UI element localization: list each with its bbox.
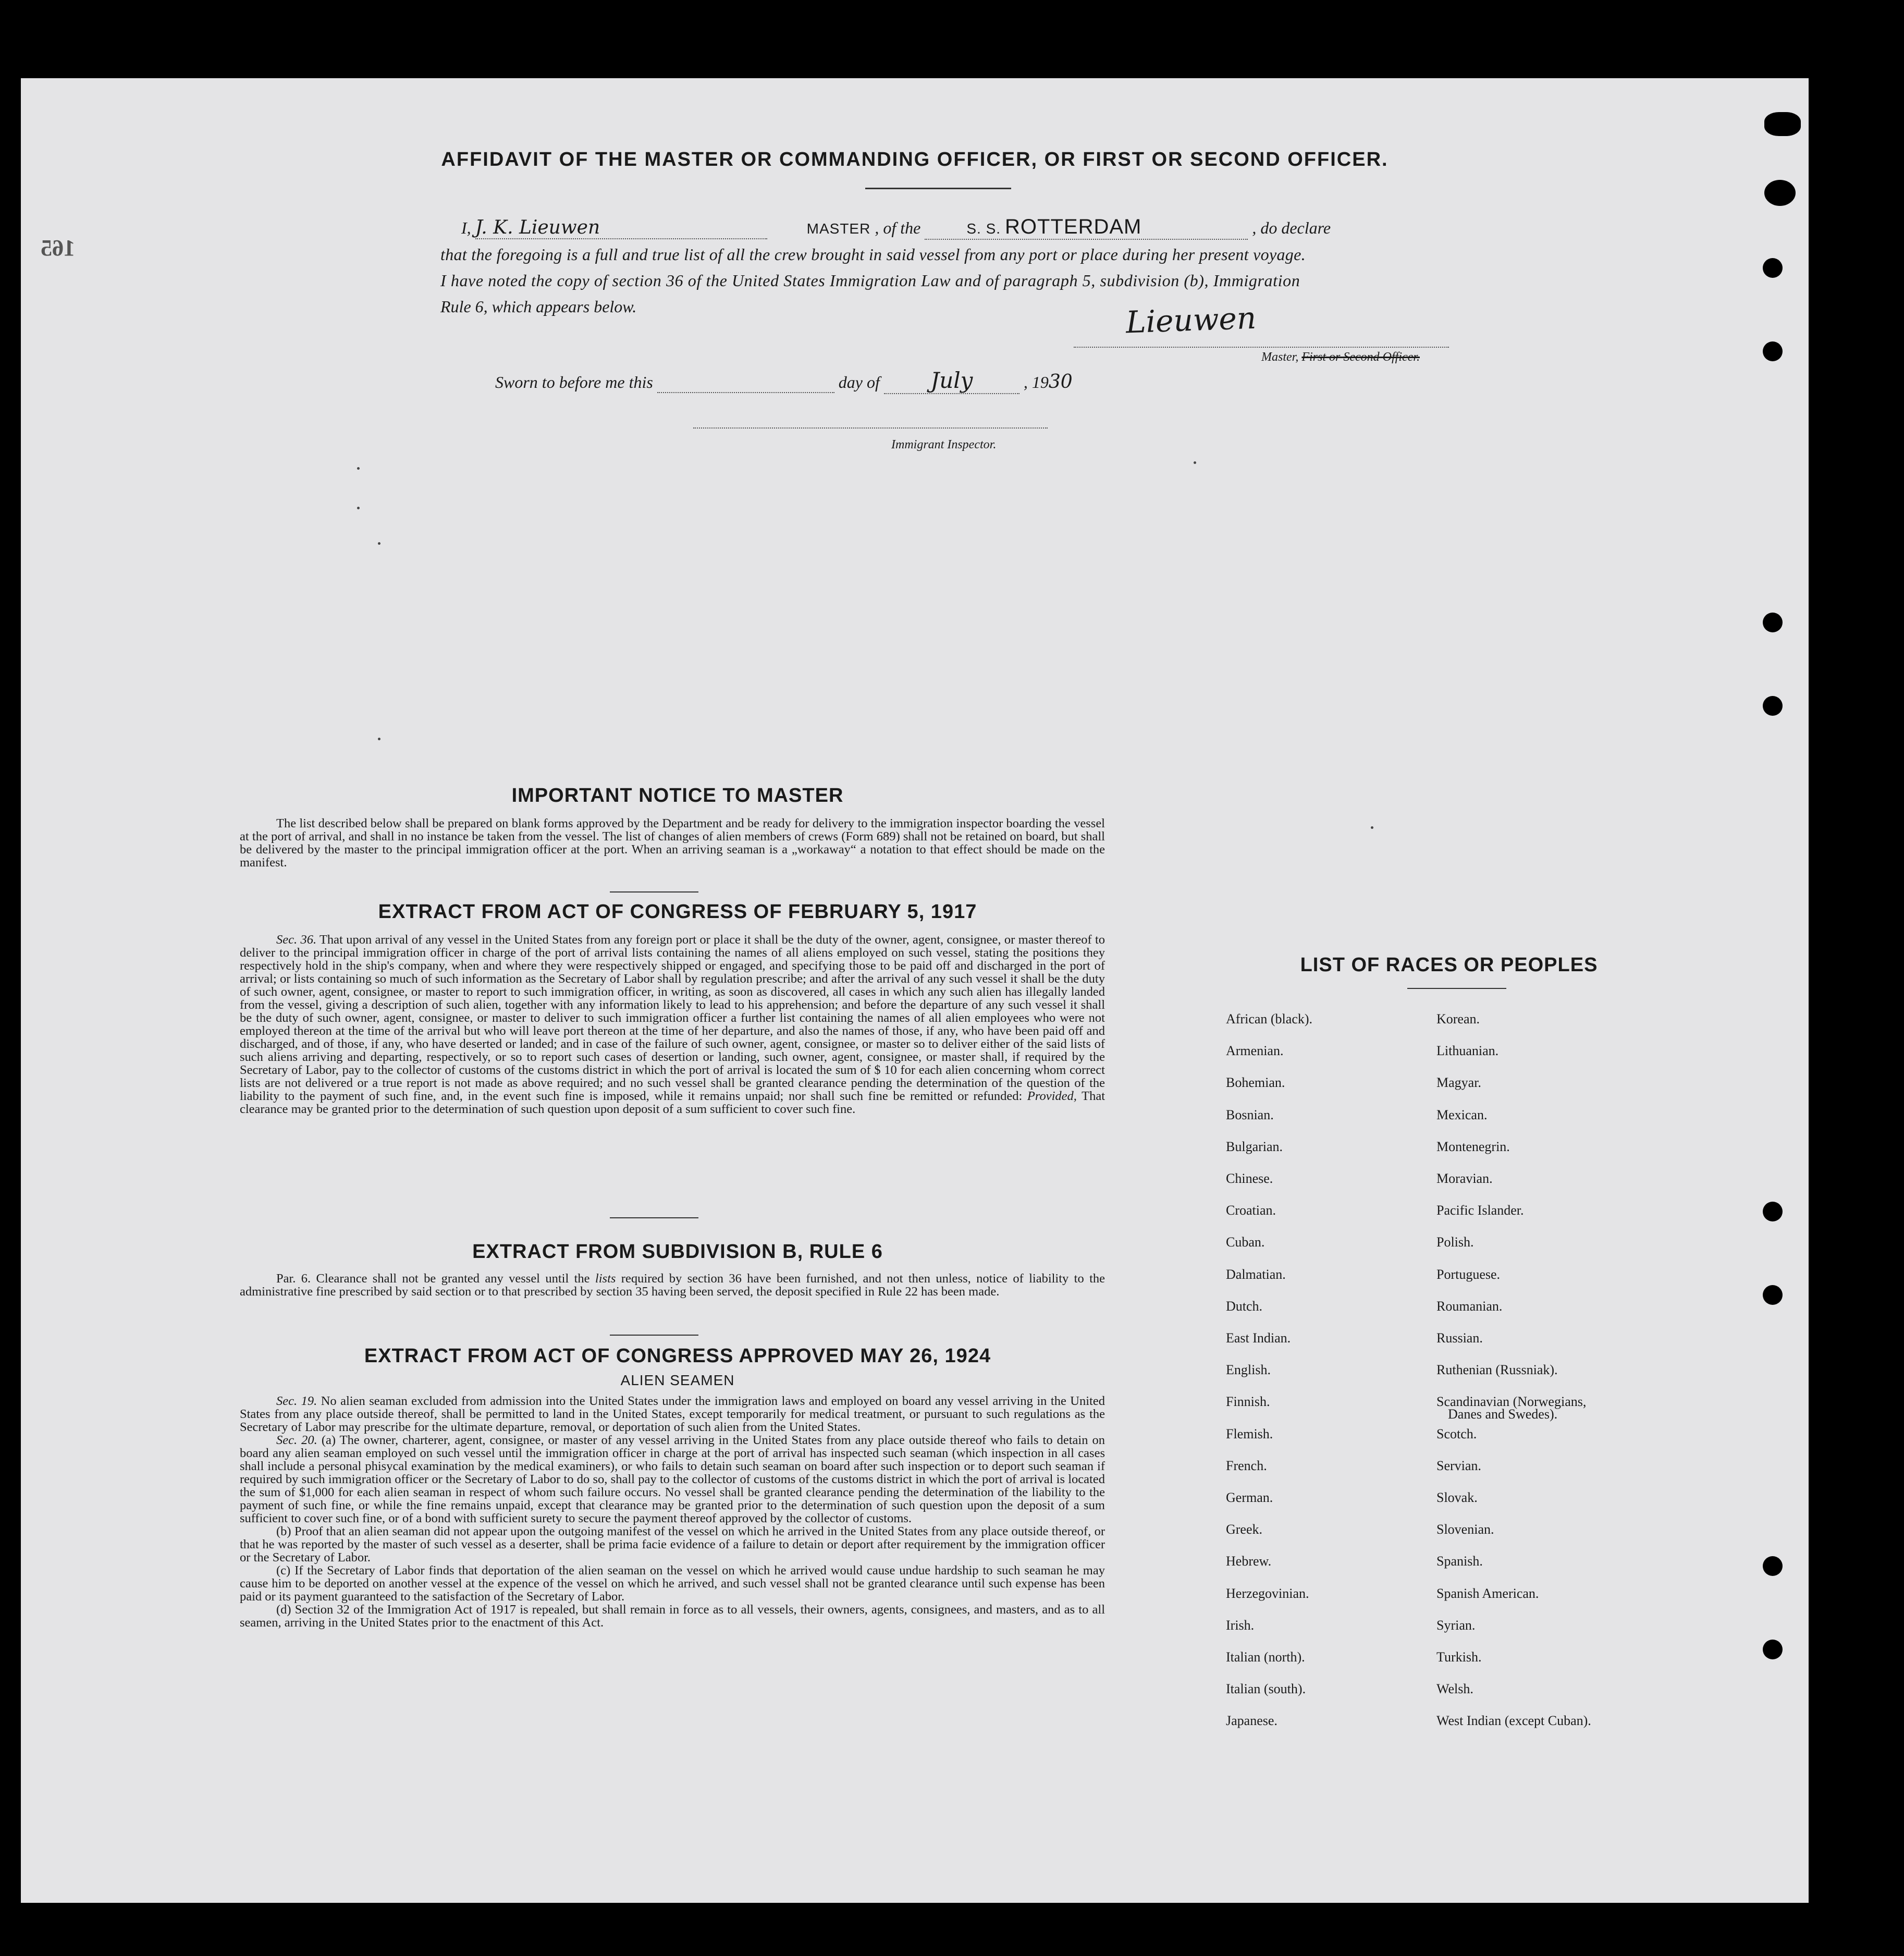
- race-item: Hebrew.: [1226, 1554, 1272, 1569]
- race-item: West Indian (except Cuban).: [1436, 1713, 1591, 1729]
- punch-hole: [1763, 613, 1783, 632]
- race-item: Servian.: [1436, 1458, 1481, 1473]
- race-item: Portuguese.: [1436, 1266, 1501, 1282]
- declarant-name: J. K. Lieuwen: [475, 217, 767, 239]
- declaration-line-3: I have noted the copy of section 36 of the United States Immigration Law and of paragraph 5, subdivision (b), Immigration: [440, 271, 1300, 290]
- margin-number: 165: [41, 235, 75, 261]
- sec-20-label: Sec. 20.: [276, 1433, 317, 1447]
- rule-6-lists: lists: [595, 1272, 616, 1286]
- document-sheet: [21, 78, 1809, 1903]
- race-item: Bosnian.: [1226, 1107, 1274, 1122]
- signature-line: [1074, 347, 1449, 348]
- act-1924-subtitle: ALIEN SEAMEN: [620, 1372, 735, 1388]
- act-1917-title: EXTRACT FROM ACT OF CONGRESS OF FEBRUARY 5, 1917: [378, 901, 977, 923]
- race-item: French.: [1226, 1458, 1267, 1473]
- race-item: Japanese.: [1226, 1713, 1277, 1729]
- stray-mark: [378, 542, 380, 545]
- race-item: Syrian.: [1436, 1617, 1476, 1633]
- race-item: Spanish American.: [1436, 1585, 1539, 1601]
- race-item: Turkish.: [1436, 1649, 1482, 1665]
- master-signature: Lieuwen: [1125, 300, 1257, 340]
- race-item: Italian (north).: [1226, 1649, 1305, 1665]
- ship-field: [925, 215, 1248, 240]
- day-of-text: day of: [838, 373, 880, 392]
- punch-hole: [1764, 180, 1796, 206]
- race-item: Croatian.: [1226, 1203, 1276, 1218]
- declarant-prefix: I,: [461, 218, 471, 237]
- race-item: English.: [1226, 1362, 1271, 1378]
- year-prefix: , 19: [1023, 373, 1049, 392]
- declarant-rank: MASTER: [806, 221, 871, 237]
- ship-prefix: S. S.: [966, 221, 1001, 237]
- inspector-caption: Immigrant Inspector.: [891, 438, 997, 451]
- stray-mark: [357, 507, 360, 509]
- race-item: Chinese.: [1226, 1171, 1273, 1186]
- race-item: Lithuanian.: [1436, 1043, 1499, 1059]
- act-1917-sec: Sec. 36.: [276, 933, 317, 947]
- race-item: Armenian.: [1226, 1043, 1284, 1059]
- act-1917-divider: [610, 1217, 698, 1218]
- rule-6-body-a: Par. 6. Clearance shall not be granted any vessel until the: [276, 1272, 590, 1286]
- race-item: Pacific Islander.: [1436, 1203, 1524, 1218]
- punch-hole: [1763, 1285, 1783, 1305]
- race-item: Scotch.: [1436, 1426, 1477, 1441]
- race-item: Scandinavian (Norwegians,: [1436, 1394, 1587, 1410]
- rule-6-body-b: required by section 36 have been furnished, and not then unless, notice of liability to the administrative fine prescribed by said section or to that prescribed by section 35 having been served, the deposit specified in Rule 22 has been made.: [240, 1272, 1105, 1299]
- race-item: Magyar.: [1436, 1075, 1481, 1091]
- act-1917-provided: Provided,: [1027, 1089, 1077, 1103]
- race-item: Flemish.: [1226, 1426, 1273, 1441]
- act-1924-sec-20a: [240, 1434, 1105, 1525]
- race-item: East Indian.: [1226, 1330, 1291, 1346]
- inspector-signature-line: [693, 427, 1048, 429]
- affidavit-title: AFFIDAVIT OF THE MASTER OR COMMANDING OFFICER, OR FIRST OR SECOND OFFICER.: [441, 149, 1389, 170]
- race-item: Roumanian.: [1436, 1298, 1503, 1314]
- punch-hole: [1763, 258, 1783, 278]
- signature-caption: [1261, 350, 1420, 364]
- stray-mark: [357, 467, 360, 470]
- stray-mark: [378, 738, 380, 740]
- race-item: Dutch.: [1226, 1298, 1263, 1314]
- race-item: Finnish.: [1226, 1394, 1270, 1410]
- sworn-line: [495, 368, 1073, 394]
- race-item: Moravian.: [1436, 1171, 1493, 1186]
- race-item: Italian (south).: [1226, 1681, 1306, 1697]
- of-the-text: , of the: [875, 218, 921, 237]
- race-item: Ruthenian (Russniak).: [1436, 1362, 1558, 1378]
- punch-hole: [1763, 1556, 1783, 1576]
- sworn-year: 30: [1048, 371, 1073, 393]
- act-1924-text: [240, 1395, 1105, 1629]
- race-item: Slovak.: [1436, 1490, 1478, 1505]
- sec-19-body: No alien seaman excluded from admission into the United States under the immigration laws and employed on board any vessel arriving in the United States from any place outside thereof, shall be permitted to land in the United States, except temporarily for medical treatment, or pursuant to such regulations as the Secretary of Labor may prescribe for the ultimate departure, removal, or deportation of such alien from the United States.: [240, 1394, 1105, 1434]
- race-item: Irish.: [1226, 1617, 1255, 1633]
- act-1917-body: That upon arrival of any vessel in the United States from any foreign port or place it shall be the duty of the owner, agent, consignee, or master thereof to deliver to the principal immigration officer in charge of the port of arrival lists containing the names of all aliens employed on such vessel, stating the positions they respectively hold in the ship's company, when and where they were respectively shipped or engaged, and specifying those to be paid off and discharged in the port of arrival; or lists containing so much of such information as the Secretary of Labor shall by regulation prescribe; and after the arrival of any such vessel it shall be the duty of such owner, agent, consignee, or master to report to such immigration officer, in writing, as soon as discovered, all cases in which any such alien has illegally landed from the vessel, giving a description of such alien, together with any information likely to lead to his apprehension; and before the departure of any such vessel it shall be the duty of such owner, agent, consignee, or master to deliver to such immigration officer a further list containing the names of all alien employees who were not employed thereon at the time of the arrival but who will leave port thereon at the time of her departure, and also the names of those, if any, who have been paid off and discharged, and of those, if any, who have deserted or landed; and in case of the failure of such owner, agent, consignee, or master so to deliver either of the said lists of such aliens arriving and departing, respectively, or so to report such cases of desertion or landing, such owner, agent, consignee, or master shall, if required by the Secretary of Labor, pay to the collector of customs of the customs district in which the port of arrival is located the sum of $ 10 for each alien concerning whom correct lists are not delivered or a true report is not made as above required; and no such vessel shall be granted clearance pending the determination of the question of the liability to the payment of such fine, and, in the event such fine is imposed, while it remains unpaid; nor shall such fine be remitted or refunded:: [240, 933, 1105, 1103]
- declaration-line-4: Rule 6, which appears below.: [440, 297, 637, 316]
- race-item: Russian.: [1436, 1330, 1483, 1346]
- punch-hole: [1763, 1202, 1783, 1221]
- race-item: Korean.: [1436, 1011, 1480, 1026]
- declaration-line-2: that the foregoing is a full and true list of all the crew brought in said vessel from any port or place during her present voyage.: [440, 245, 1306, 264]
- race-item: Slovenian.: [1436, 1522, 1494, 1537]
- act-1917-body-end: That clearance may be granted prior to the determination of such question upon deposit of a sum sufficient to cover such fine.: [240, 1089, 1105, 1116]
- act-1924-title: EXTRACT FROM ACT OF CONGRESS APPROVED MAY 26, 1924: [364, 1345, 991, 1367]
- race-item: Bulgarian.: [1226, 1139, 1283, 1154]
- declaration-line-1: [461, 215, 1452, 240]
- ship-name: ROTTERDAM: [1005, 215, 1142, 238]
- act-1924-sec-20d: (d) Section 32 of the Immigration Act of 1917 is repealed, but shall remain in force as to all vessels, their owners, agents, consignees, and masters, and as to all seamen, arriving in the United States prior to the enactment of this Act.: [240, 1603, 1105, 1630]
- punch-hole: [1763, 696, 1783, 716]
- race-item: Welsh.: [1436, 1681, 1473, 1697]
- rule-6-divider: [610, 1335, 698, 1336]
- race-item: Montenegrin.: [1436, 1139, 1510, 1154]
- act-1924-sec-19: [240, 1395, 1105, 1434]
- rule-6-text: [240, 1272, 1105, 1298]
- race-item: African (black).: [1226, 1011, 1313, 1026]
- sworn-text: Sworn to before me this: [495, 373, 653, 392]
- race-item: Danes and Swedes).: [1448, 1407, 1558, 1422]
- punch-hole: [1763, 341, 1783, 361]
- race-item: Spanish.: [1436, 1554, 1483, 1569]
- race-item: Greek.: [1226, 1522, 1263, 1537]
- title-divider: [865, 188, 1011, 189]
- race-item: Dalmatian.: [1226, 1266, 1286, 1282]
- rule-6-title: EXTRACT FROM SUBDIVISION B, RULE 6: [472, 1241, 883, 1263]
- stray-mark: [1371, 826, 1373, 829]
- sworn-month: July: [884, 368, 1019, 394]
- act-1924-sec-20b: (b) Proof that an alien seaman did not appear upon the outgoing manifest of the vessel on which he arrived in the United States from any place outside thereof, or that he was reported by the master of such vessel as a deserter, shall be prima facie evidence of a failure to detain or deport after requirement by the immigration officer or the Secretary of Labor.: [240, 1524, 1105, 1564]
- caption-master: Master,: [1261, 350, 1299, 364]
- races-title: LIST OF RACES OR PEOPLES: [1300, 954, 1598, 976]
- race-item: Bohemian.: [1226, 1075, 1285, 1091]
- act-1924-sec-20c: (c) If the Secretary of Labor finds that deportation of the alien seaman on the vessel on which he arrived would cause undue hardship to such seaman he may cause him to be deported on another vessel at the expence of the vessel on which he arrived, and such vessel shall not be granted clearance until such expense has been paid or its payment guaranteed to the satisfaction of the Secretary of Labor.: [240, 1563, 1105, 1604]
- punch-hole: [1764, 112, 1801, 136]
- race-item: Herzegovinian.: [1226, 1585, 1309, 1601]
- race-item: Polish.: [1436, 1234, 1474, 1250]
- notice-divider: [610, 891, 698, 893]
- punch-hole: [1763, 1640, 1783, 1659]
- stray-mark: [1194, 461, 1196, 464]
- race-item: Mexican.: [1436, 1107, 1488, 1122]
- notice-text: The list described below shall be prepared on blank forms approved by the Department and be ready for delivery to the immigration inspector boarding the vessel at the port of arrival, and shall in no instance be taken from the vessel. The list of changes of alien members of crews (Form 689) shall not be retained on board, but shall be delivered by the master to the principal immigration officer at the port. When an arriving seaman is a „workaway“ a notation to that effect should be made on the manifest.: [240, 816, 1105, 870]
- races-divider: [1407, 988, 1506, 989]
- do-declare-text: , do declare: [1252, 218, 1331, 237]
- sec-19-label: Sec. 19.: [276, 1394, 317, 1408]
- sec-20a-body: (a) The owner, charterer, agent, consignee, or master of any vessel arriving in the United States from any place outside thereof who fails to detain on board any alien seaman employed on such vessel until the immigration officer in charge at the port of arrival has inspected such seaman (which inspection in all cases shall include a personal phisycal examination by the medical examiners), or who fails to detain such seaman on board after such inspection or to deport such seaman if required by such immigration officer or the Secretary of Labor to do so, shall pay to the collector of customs of the customs district in which the port of arrival is located the sum of $1,000 for each alien seaman in respect of whom such failure occurs. No vessel shall be granted clearance pending the determination of the liability to the payment of such fine, or while the fine remains unpaid, except that clearance may be granted prior to the determination of such question upon the deposit of a sum sufficient to cover such fine, or of a bond with sufficient surety to secure the payment thereof approved by the collector of customs.: [240, 1433, 1105, 1525]
- act-1917-text: [240, 933, 1105, 1116]
- sworn-day-field: [657, 373, 834, 393]
- caption-struck-officer: First or Second Officer.: [1301, 350, 1420, 364]
- race-item: German.: [1226, 1490, 1273, 1505]
- race-item: Cuban.: [1226, 1234, 1265, 1250]
- notice-title: IMPORTANT NOTICE TO MASTER: [511, 785, 844, 806]
